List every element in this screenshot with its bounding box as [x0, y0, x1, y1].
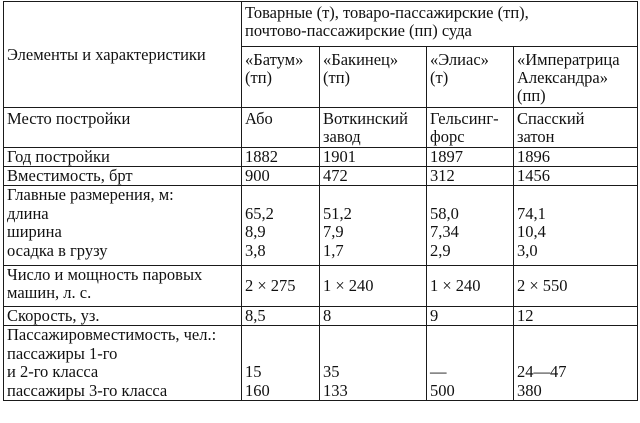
- row-label-text: пассажиры 1-го: [7, 343, 118, 363]
- row-label: [4, 186, 242, 266]
- cell-text: 74,1: [517, 203, 546, 223]
- cell-text: 3,8: [245, 240, 266, 260]
- cell-text: Або: [245, 109, 273, 128]
- cell-text: 8,9: [245, 222, 266, 241]
- table-cell: 2 × 275: [242, 266, 320, 307]
- cell-text: 2,9: [430, 240, 451, 260]
- table-cell: 312: [427, 167, 514, 186]
- ship-header-batum: [242, 47, 320, 108]
- cell-text: [323, 345, 424, 364]
- cell-text: 500: [430, 380, 455, 400]
- cell-text: 51,2: [323, 203, 352, 223]
- table-cell: [320, 326, 427, 401]
- group-header: [242, 2, 638, 47]
- table-cell: [242, 186, 320, 266]
- corner-header-text: Элементы и характеристики: [7, 44, 206, 64]
- ship-header-imperatritsa: [514, 47, 638, 108]
- cell-text: [245, 326, 317, 345]
- row-label-text: ширина: [7, 222, 62, 241]
- cell-text: [323, 186, 424, 205]
- table-cell: [320, 108, 427, 148]
- cell-text: —: [430, 362, 447, 381]
- table-cell: [427, 108, 514, 148]
- ship-spec-table: [3, 1, 638, 401]
- table-cell: [514, 326, 638, 401]
- cell-text: [430, 186, 511, 205]
- row-capacity: [4, 167, 638, 186]
- table-cell: 1901: [320, 148, 427, 167]
- cell-text: Гельсинг-: [430, 109, 499, 128]
- table-cell: [427, 326, 514, 401]
- cell-text: 10,4: [517, 222, 546, 241]
- corner-header: [4, 2, 242, 108]
- table-cell: 1882: [242, 148, 320, 167]
- cell-text: 7,9: [323, 222, 344, 241]
- ship-header-elias: [427, 47, 514, 108]
- row-label-text: осадка в грузу: [7, 240, 108, 260]
- group-header-line: Товарные (т), товаро-пассажирские (тп),: [245, 3, 529, 22]
- cell-text: завод: [323, 127, 361, 146]
- table-cell: 1897: [427, 148, 514, 167]
- table-cell: [242, 326, 320, 401]
- row-label: [4, 108, 242, 148]
- cell-text: Спасский: [517, 109, 585, 128]
- cell-text: [245, 186, 317, 205]
- cell-text: [430, 345, 511, 364]
- table-cell: 12: [514, 307, 638, 326]
- cell-text: 160: [245, 380, 270, 400]
- table-cell: [514, 186, 638, 266]
- cell-text: [245, 345, 317, 364]
- ship-name: «Бакинец»: [323, 50, 399, 69]
- row-label: [4, 326, 242, 401]
- row-label-text: Место постройки: [7, 109, 131, 128]
- cell-text: 65,2: [245, 203, 274, 223]
- row-label-text: Главные размерения, м:: [7, 185, 174, 204]
- table-cell: [242, 108, 320, 148]
- row-label: Год постройки: [4, 148, 242, 167]
- cell-text: [517, 345, 635, 364]
- table-cell: 2 × 550: [514, 266, 638, 307]
- ship-name: Александра»: [517, 68, 608, 87]
- row-label: Вместимость, брт: [4, 167, 242, 186]
- table-cell: 1896: [514, 148, 638, 167]
- row-label: Скорость, уз.: [4, 307, 242, 326]
- cell-text: 35: [323, 362, 340, 381]
- row-engines: [4, 266, 638, 307]
- cell-text: 380: [517, 380, 542, 400]
- table-cell: 9: [427, 307, 514, 326]
- row-label-text: Число и мощность паровых: [7, 265, 203, 284]
- ship-header-bakinets: [320, 47, 427, 108]
- cell-text: затон: [517, 127, 555, 146]
- ship-type: (т): [430, 68, 449, 87]
- row-label-text: пассажиры 3-го класса: [7, 380, 168, 400]
- cell-text: 1,7: [323, 240, 344, 260]
- row-label-text: машин, л. с.: [7, 283, 92, 302]
- ship-type: (пп): [517, 86, 546, 105]
- table-cell: 8: [320, 307, 427, 326]
- table-cell: [427, 186, 514, 266]
- row-place: [4, 108, 638, 148]
- ship-name: «Элиас»: [430, 50, 489, 69]
- table-cell: 1 × 240: [427, 266, 514, 307]
- row-label-text: Пассажировместимость, чел.:: [7, 325, 217, 344]
- cell-text: форс: [430, 127, 465, 146]
- cell-text: [430, 326, 511, 345]
- row-year: [4, 148, 638, 167]
- cell-text: 15: [245, 362, 262, 381]
- cell-text: 133: [323, 380, 348, 400]
- row-label-text: и 2-го класса: [7, 362, 99, 381]
- cell-text: 3,0: [517, 240, 538, 260]
- row-label-text: длина: [7, 203, 49, 223]
- cell-text: [517, 186, 635, 205]
- table-cell: 1456: [514, 167, 638, 186]
- row-label: [4, 266, 242, 307]
- group-header-line: почтово-пассажирские (пп) суда: [245, 21, 472, 40]
- cell-text: 58,0: [430, 203, 459, 223]
- ship-spec-table-container: [3, 1, 637, 421]
- table-cell: [514, 108, 638, 148]
- cell-text: 7,34: [430, 222, 459, 241]
- ship-name: «Батум»: [245, 50, 304, 69]
- ship-type: (тп): [245, 68, 273, 87]
- ship-type: (тп): [323, 68, 351, 87]
- cell-text: 24—47: [517, 362, 567, 381]
- table-cell: 8,5: [242, 307, 320, 326]
- ship-name: «Императрица: [517, 50, 620, 69]
- row-dimensions: [4, 186, 638, 266]
- cell-text: Воткинский: [323, 109, 408, 128]
- table-cell: 900: [242, 167, 320, 186]
- table-cell: 472: [320, 167, 427, 186]
- header-row-group: [4, 2, 638, 47]
- row-speed: [4, 307, 638, 326]
- cell-text: [323, 326, 424, 345]
- cell-text: [517, 326, 635, 345]
- row-passengers: [4, 326, 638, 401]
- table-cell: [320, 186, 427, 266]
- table-cell: 1 × 240: [320, 266, 427, 307]
